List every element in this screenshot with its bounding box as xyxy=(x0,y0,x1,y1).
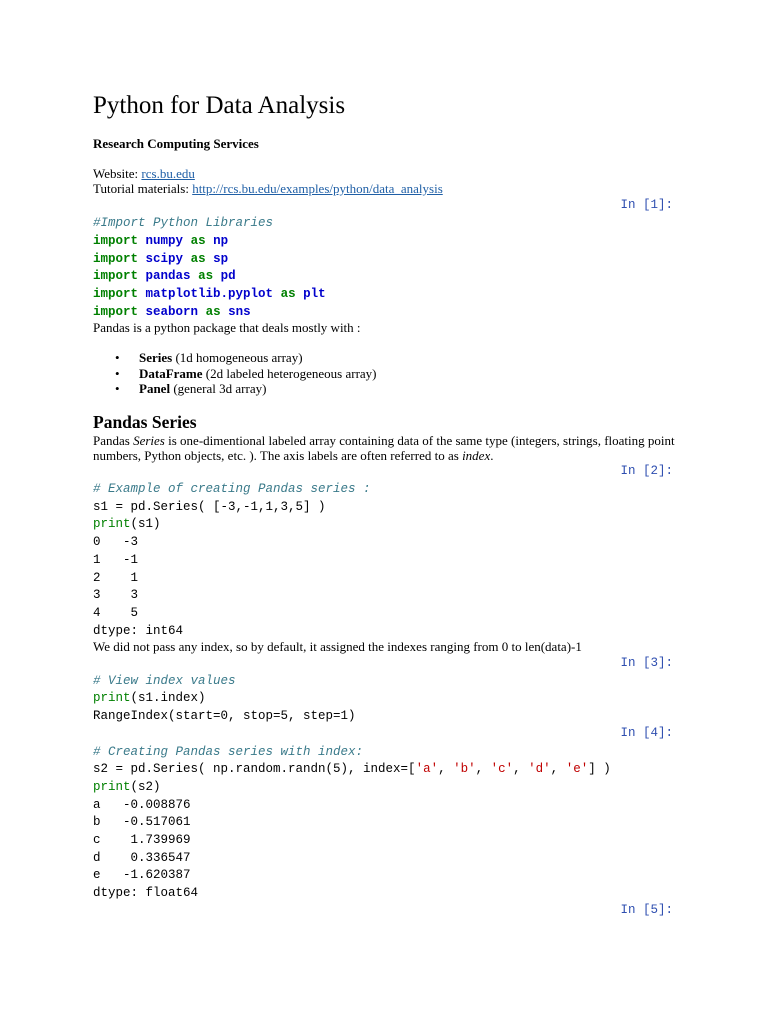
output-line: 1 -1 xyxy=(93,553,139,567)
code-line: print(s1.index) xyxy=(93,691,206,705)
cell-prompt: In [2]: xyxy=(620,464,673,478)
website-link[interactable]: rcs.bu.edu xyxy=(141,166,195,181)
code-line: import matplotlib.pyplot as plt xyxy=(93,287,326,301)
output-line: RangeIndex(start=0, stop=5, step=1) xyxy=(93,709,356,723)
section-heading: Pandas Series xyxy=(93,412,197,432)
intro-text: Pandas is a python package that deals mostly with : xyxy=(93,320,361,335)
code-line: import pandas as pd xyxy=(93,269,236,283)
code-comment: # View index values xyxy=(93,673,236,688)
code-line: print(s1) xyxy=(93,517,161,531)
output-line: dtype: int64 xyxy=(93,623,184,638)
output-line: c 1.739969 xyxy=(93,833,191,847)
output-line: dtype: float64 xyxy=(93,886,199,900)
cell-prompt: In [1]: xyxy=(620,198,673,212)
list-item: • Series (1d homogeneous array) xyxy=(115,350,303,365)
output-line: e -1.620387 xyxy=(93,868,191,882)
bullet-icon: • xyxy=(115,365,120,381)
cell-prompt: In [5]: xyxy=(620,903,673,917)
page-title: Python for Data Analysis xyxy=(93,92,346,119)
bullet-icon: • xyxy=(115,381,120,396)
list-item: • DataFrame (2d labeled heterogeneous array) xyxy=(115,365,377,381)
code-line: print(s2) xyxy=(93,780,161,794)
list-item: • Panel (general 3d array) xyxy=(115,381,267,396)
code-comment: # Creating Pandas series with index: xyxy=(93,744,364,759)
code-comment: #Import Python Libraries xyxy=(93,216,274,230)
output-line: 3 3 xyxy=(93,588,139,602)
bullet-icon: • xyxy=(115,350,120,365)
output-line: 4 5 xyxy=(93,606,139,620)
code-line: s2 = pd.Series( np.random.randn(5), index=['a', 'b', 'c', 'd', 'e'] ) xyxy=(93,762,611,776)
section-paragraph: Pandas Series is one-dimentional labeled array containing data of the same type (integers, strings, floating point numbers, Python objects, etc. ). The axis labels are often referred to as index. xyxy=(93,433,675,463)
website-label: Website: xyxy=(93,166,142,181)
output-line: 0 -3 xyxy=(93,535,139,549)
bullet-list xyxy=(93,350,377,397)
note-text: We did not pass any index, so by default, it assigned the indexes ranging from 0 to len(data)-1 xyxy=(93,639,582,654)
website-line xyxy=(93,166,195,182)
tutorial-line xyxy=(93,181,443,197)
output-line: b -0.517061 xyxy=(93,815,191,829)
cell-prompt: In [3]: xyxy=(620,656,673,670)
tutorial-link[interactable]: http://rcs.bu.edu/examples/python/data_analysis xyxy=(192,181,443,196)
output-line: d 0.336547 xyxy=(93,850,191,865)
code-comment: # Example of creating Pandas series : xyxy=(93,482,371,496)
code-line: import numpy as np xyxy=(93,233,229,248)
output-line: 2 1 xyxy=(93,570,139,585)
page-subtitle: Research Computing Services xyxy=(93,136,259,151)
cell-prompt: In [4]: xyxy=(620,726,673,740)
output-line: a -0.008876 xyxy=(93,797,191,812)
code-line: s1 = pd.Series( [-3,-1,1,3,5] ) xyxy=(93,499,326,514)
code-line: import seaborn as sns xyxy=(93,304,251,319)
tutorial-label: Tutorial materials: xyxy=(93,181,193,196)
code-line: import scipy as sp xyxy=(93,251,229,266)
